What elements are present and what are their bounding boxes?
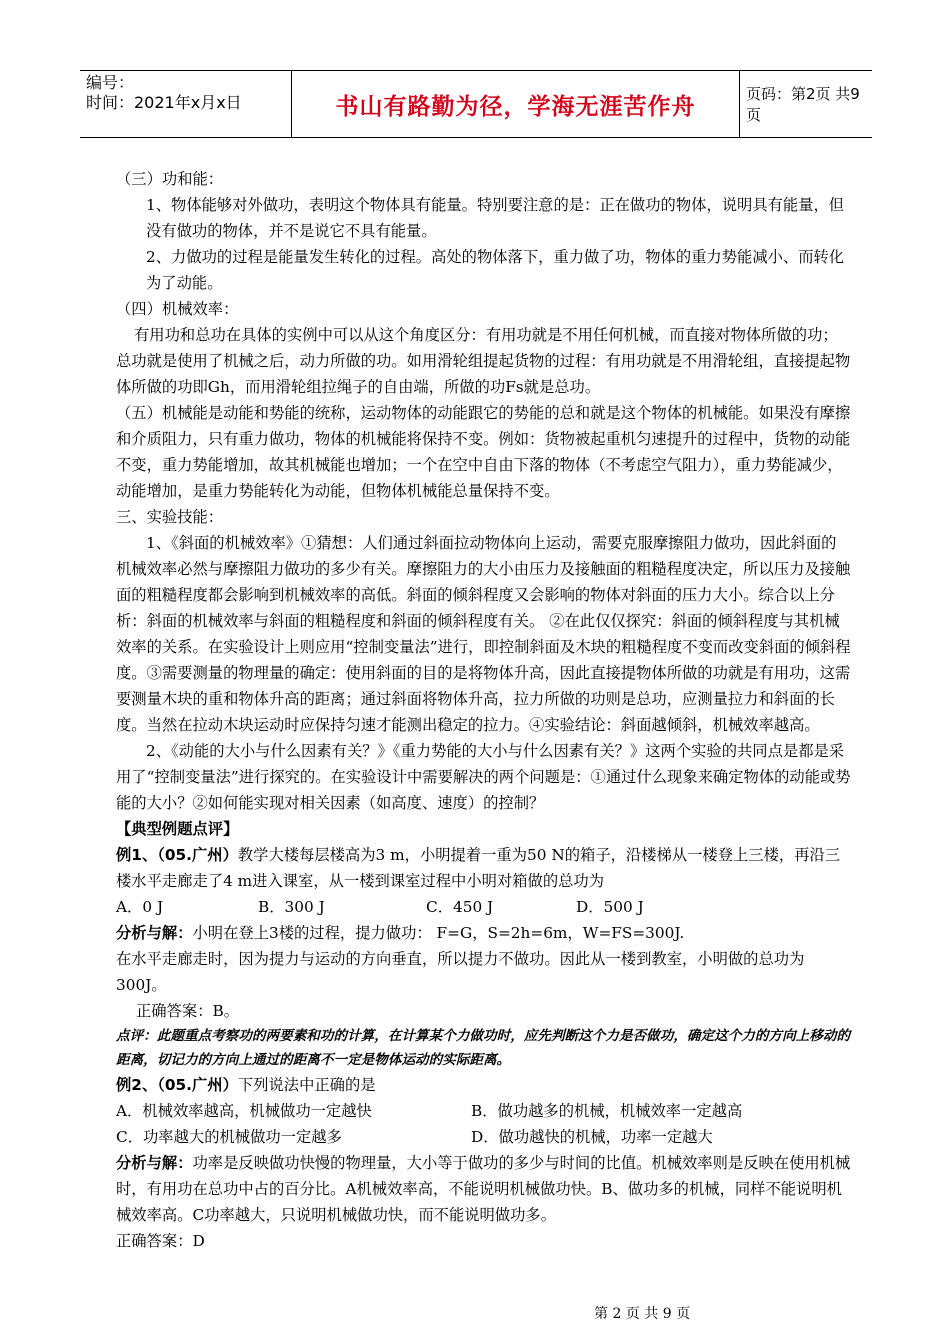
paragraph: 在水平走廊走时，因为提力与运动的方向垂直，所以提力不做功。因此从一楼到教室，小明做的总功为300J。 bbox=[116, 950, 805, 994]
example-2-options bbox=[116, 1124, 851, 1150]
option: D．做功越快的机械，功率一定越大 bbox=[471, 1128, 713, 1146]
section-title: 【典型例题点评】 bbox=[116, 820, 239, 838]
paragraph: 1、《斜面的机械效率》①猜想：人们通过斜面拉动物体向上运动，需要克服摩擦阻力做功，因此斜面的机械效率必然与摩擦阻力做功的多少有关。摩擦阻力的大小由压力及接触面的粗糙程度决定，所以压力及接触面的粗糙程度都会影响到机械效率的高低。斜面的倾斜程度又会影响的物体对斜面的压力大小。综合以上分析：斜面的机械效率与斜面的粗糙程度和斜面的倾斜程度有关。 ②在此仅仅探究：斜面的倾斜程度与其机械效率的关系。在实验设计上则应用“控制变量法”进行，即控制斜面及木块的粗糙程度不变而改变斜面的倾斜程度。③需要测量的物理量的确定：使用斜面的目的是将物体升高，因此直接提物体所做的功就是有用功，这需要测量木块的重和物体升高的距离；通过斜面将物体升高，拉力所做的功则是总功，应测量拉力和斜面的长度。当然在拉动木块运动时应保持匀速才能测出稳定的拉力。④实验结论：斜面越倾斜，机械效率越高。 bbox=[116, 534, 851, 734]
option: D．500 J bbox=[576, 898, 644, 916]
page-header bbox=[80, 70, 872, 138]
analysis-label: 分析与解： bbox=[116, 1154, 193, 1172]
header-meta bbox=[80, 71, 291, 137]
document-number: 编号： bbox=[86, 73, 135, 92]
example-1 bbox=[116, 842, 851, 894]
example-text: 教学大楼每层楼高为3 m，小明提着一重为50 N的箱子，沿楼梯从一楼登上三楼，再沿三楼水平走廊走了4 m进入课室，从一楼到课室过程中小明对箱做的总功为 bbox=[116, 846, 841, 890]
comment-text: 此题重点考察功的两要素和功的计算，在计算某个力做功时，应先判断这个力是否做功，确定这个力的方向上移动的距离，切记力的方向上通过的距离不一定是物体运动的实际距离。 bbox=[116, 1028, 851, 1068]
option: A．机械效率越高，机械做功一定越快 bbox=[116, 1102, 372, 1120]
comment bbox=[116, 1024, 851, 1072]
example-2-options bbox=[116, 1098, 851, 1124]
page-footer: 第 2 页 共 9 页 bbox=[594, 1306, 691, 1322]
option: B．300 J bbox=[258, 898, 325, 916]
paragraph: 2、力做功的过程是能量发生转化的过程。高处的物体落下，重力做了功，物体的重力势能减小、而转化为了动能。 bbox=[146, 248, 845, 292]
paragraph: 2、《动能的大小与什么因素有关？》《重力势能的大小与什么因素有关？》这两个实验的共同点是都是采用了“控制变量法”进行探究的。在实验设计中需要解决的两个问题是：①通过什么现象来确定物体的动能或势能的大小？②如何能实现对相关因素（如高度、速度）的控制？ bbox=[116, 742, 851, 812]
option: B．做功越多的机械，机械效率一定越高 bbox=[471, 1102, 743, 1120]
option: C．450 J bbox=[426, 898, 494, 916]
option: C．功率越大的机械做功一定越多 bbox=[116, 1128, 342, 1146]
answer: 正确答案：B。 bbox=[136, 1002, 240, 1020]
section-title: （三）功和能： bbox=[116, 170, 224, 188]
header-motto-cell bbox=[291, 71, 740, 137]
analysis-label: 分析与解： bbox=[116, 924, 193, 942]
paragraph: （五）机械能是动能和势能的统称，运动物体的动能跟它的势能的总和就是这个物体的机械能。如果没有摩擦和介质阻力，只有重力做功，物体的机械能将保持不变。例如：货物被起重机匀速提升的过程中，货物的动能不变，重力势能增加，故其机械能也增加；一个在空中自由下落的物体（不考虑空气阻力），重力势能减少，动能增加，是重力势能转化为动能，但物体机械能总量保持不变。 bbox=[116, 404, 851, 500]
comment-label: 点评： bbox=[116, 1028, 157, 1044]
paragraph: 1、物体能够对外做功，表明这个物体具有能量。特别要注意的是：正在做功的物体，说明具有能量，但没有做功的物体，并不是说它不具有能量。 bbox=[146, 196, 845, 240]
answer: 正确答案：D bbox=[116, 1232, 205, 1250]
section-title: 三、实验技能： bbox=[116, 508, 224, 526]
analysis bbox=[116, 1150, 851, 1228]
motto: 书山有路勤为径，学海无涯苦作舟 bbox=[335, 93, 696, 120]
document-body bbox=[116, 166, 851, 1254]
section-title: （四）机械效率： bbox=[116, 300, 239, 318]
header-page-number: 页码：第2页 共9页 bbox=[746, 85, 860, 124]
example-label: 例2、（05.广州） bbox=[116, 1076, 238, 1094]
example-1-options bbox=[116, 894, 851, 920]
option: A．0 J bbox=[116, 898, 164, 916]
analysis-text: 小明在登上3楼的过程，提力做功： F=G，S=2h=6m，W=FS=300J. bbox=[192, 924, 685, 942]
example-label: 例1、（05.广州） bbox=[116, 846, 238, 864]
paragraph: 有用功和总功在具体的实例中可以从这个角度区分：有用功就是不用任何机械，而直接对物体所做的功；总功就是使用了机械之后，动力所做的功。如用滑轮组提起货物的过程：有用功就是不用滑轮组，直接提起物体所做的功即Gh，而用滑轮组拉绳子的自由端，所做的功Fs就是总功。 bbox=[116, 326, 851, 396]
example-text: 下列说法中正确的是 bbox=[237, 1076, 376, 1094]
document-time: 时间：2021年x月x日 bbox=[86, 93, 242, 112]
example-2 bbox=[116, 1072, 851, 1098]
analysis-text: 功率是反映做功快慢的物理量，大小等于做功的多少与时间的比值。机械效率则是反映在使用机械时，有用功在总功中占的百分比。A机械效率高，不能说明机械做功快。B、做功多的机械，同样不能说明机械效率高。C功率越大，只说明机械做功快，而不能说明做功多。 bbox=[116, 1154, 851, 1224]
analysis bbox=[116, 920, 851, 946]
